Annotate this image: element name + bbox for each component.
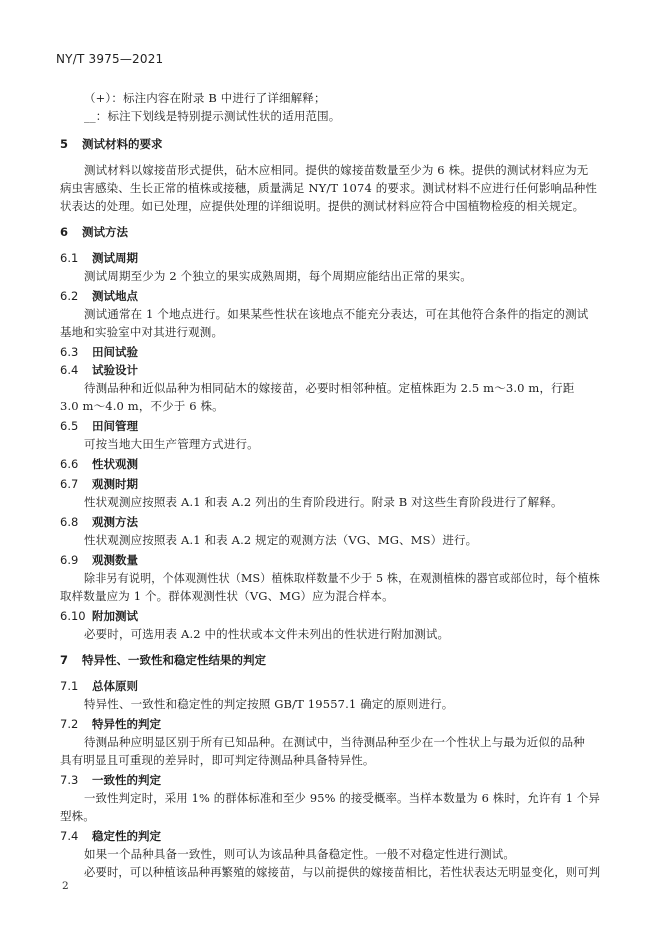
- subsection-7-4-heading: [60, 828, 161, 844]
- subsection-6-9-line-2: 取样数量应为 1 个。群体观测性状（VG、MG）应为混合样本。: [60, 589, 394, 603]
- subsection-6-9-heading: [60, 552, 138, 568]
- subsection-7-1-heading: [60, 678, 138, 694]
- section-7-heading: [60, 652, 266, 668]
- section-7-title: 特异性、一致性和稳定性结果的判定: [82, 653, 266, 667]
- section-5-title: 测试材料的要求: [82, 137, 163, 151]
- subsection-6-5-line-1: 可按当地大田生产管理方式进行。: [84, 437, 259, 451]
- subsection-6-2-title: 测试地点: [92, 289, 138, 303]
- subsection-7-2-number: 7.2: [60, 717, 79, 731]
- subsection-6-6-number: 6.6: [60, 457, 79, 471]
- subsection-7-1-number: 7.1: [60, 679, 79, 693]
- subsection-7-3-line-2: 型株。: [60, 809, 95, 823]
- subsection-7-1-line-1: 特异性、一致性和稳定性的判定按照 GB/T 19557.1 确定的原则进行。: [84, 697, 454, 711]
- subsection-6-9-title: 观测数量: [92, 553, 138, 567]
- subsection-6-10-number: 6.10: [60, 609, 86, 623]
- section-5-line-3: 状表达的处理。如已处理，应提供处理的详细说明。提供的测试材料应符合中国植物检疫的相关规定。: [60, 199, 585, 213]
- subsection-6-5-title: 田间管理: [92, 419, 138, 433]
- subsection-7-2-title: 特异性的判定: [92, 717, 161, 731]
- subsection-6-1-title: 测试周期: [92, 251, 138, 265]
- subsection-7-1-title: 总体原则: [92, 679, 138, 693]
- subsection-6-2-number: 6.2: [60, 289, 79, 303]
- subsection-6-2-heading: [60, 288, 138, 304]
- subsection-6-6-heading: [60, 456, 138, 472]
- subsection-6-6-title: 性状观测: [92, 457, 138, 471]
- subsection-7-3-line-1: 一致性判定时，采用 1% 的群体标准和至少 95% 的接受概率。当样本数量为 6 株时，允许有 1 个异: [84, 791, 600, 805]
- subsection-6-9-number: 6.9: [60, 553, 79, 567]
- subsection-7-2-heading: [60, 716, 161, 732]
- section-5-line-1: 测试材料以嫁接苗形式提供，砧木应相同。提供的嫁接苗数量至少为 6 株。提供的测试材料应为无: [84, 163, 589, 177]
- subsection-6-3-heading: [60, 344, 138, 360]
- subsection-7-4-title: 稳定性的判定: [92, 829, 161, 843]
- subsection-7-3-number: 7.3: [60, 773, 79, 787]
- standard-code: NY/T 3975—2021: [56, 52, 164, 66]
- subsection-6-10-heading: [60, 608, 138, 624]
- subsection-6-5-heading: [60, 418, 138, 434]
- subsection-6-1-heading: [60, 250, 138, 266]
- subsection-6-4-line-1: 待测品种和近似品种为相同砧木的嫁接苗，必要时相邻种植。定植株距为 2.5 m～3.0 m，行距: [84, 381, 575, 395]
- subsection-6-7-number: 6.7: [60, 477, 79, 491]
- section-5-line-2: 病虫害感染、生长正常的植株或接穗，质量满足 NY/T 1074 的要求。测试材料不应进行任何影响品种性: [60, 181, 598, 195]
- subsection-7-4-line-2: 必要时，可以种植该品种再繁殖的嫁接苗，与以前提供的嫁接苗相比，若性状表达无明显变化，则可判: [84, 865, 601, 879]
- subsection-7-2-line-2: 具有明显且可重现的差异时，即可判定待测品种具备特异性。: [60, 753, 375, 767]
- subsection-6-10-line-1: 必要时，可选用表 A.2 中的性状或本文件未列出的性状进行附加测试。: [84, 627, 450, 641]
- subsection-6-8-heading: [60, 514, 138, 530]
- subsection-6-8-title: 观测方法: [92, 515, 138, 529]
- subsection-6-1-number: 6.1: [60, 251, 79, 265]
- subsection-6-8-number: 6.8: [60, 515, 79, 529]
- subsection-6-1-line-1: 测试周期至少为 2 个独立的果实成熟周期，每个周期应能结出正常的果实。: [84, 269, 472, 283]
- section-5-heading: [60, 136, 163, 152]
- subsection-6-9-line-1: 除非另有说明，个体观测性状（MS）植株取样数量不少于 5 株，在观测植株的器官或部位时，每个植株: [84, 571, 600, 585]
- subsection-7-3-heading: [60, 772, 161, 788]
- subsection-7-4-line-1: 如果一个品种具备一致性，则可认为该品种具备稳定性。一般不对稳定性进行测试。: [84, 847, 516, 861]
- subsection-6-8-line-1: 性状观测应按照表 A.1 和表 A.2 规定的观测方法（VG、MG、MS）进行。: [84, 533, 478, 547]
- section-6-title: 测试方法: [82, 225, 128, 239]
- section-6-heading: [60, 224, 128, 240]
- subsection-6-7-line-1: 性状观测应按照表 A.1 和表 A.2 列出的生育阶段进行。附录 B 对这些生育阶段进行了解释。: [84, 495, 563, 509]
- subsection-6-4-title: 试验设计: [92, 363, 138, 377]
- subsection-7-2-line-1: 待测品种应明显区别于所有已知品种。在测试中，当待测品种至少在一个性状上与最为近似的品种: [84, 735, 585, 749]
- subsection-6-2-line-2: 基地和实验室中对其进行观测。: [60, 325, 224, 339]
- subsection-6-4-line-2: 3.0 m～4.0 m，不少于 6 株。: [60, 399, 224, 413]
- subsection-6-2-line-1: 测试通常在 1 个地点进行。如果某些性状在该地点不能充分表达，可在其他符合条件的指定的测试: [84, 307, 589, 321]
- subsection-6-4-heading: [60, 362, 138, 378]
- section-7-number: 7: [60, 653, 69, 667]
- subsection-6-7-title: 观测时期: [92, 477, 138, 491]
- section-5-number: 5: [60, 137, 69, 151]
- note-underline: __：标注下划线是特别提示测试性状的适用范围。: [84, 109, 341, 123]
- subsection-6-4-number: 6.4: [60, 363, 79, 377]
- subsection-7-3-title: 一致性的判定: [92, 773, 161, 787]
- subsection-6-5-number: 6.5: [60, 419, 79, 433]
- subsection-6-7-heading: [60, 476, 138, 492]
- subsection-6-10-title: 附加测试: [92, 609, 138, 623]
- page-number: 2: [62, 880, 69, 892]
- subsection-6-3-number: 6.3: [60, 345, 79, 359]
- subsection-7-4-number: 7.4: [60, 829, 79, 843]
- note-annex-b: （+）：标注内容在附录 B 中进行了详细解释；: [84, 91, 326, 105]
- subsection-6-3-title: 田间试验: [92, 345, 138, 359]
- section-6-number: 6: [60, 225, 69, 239]
